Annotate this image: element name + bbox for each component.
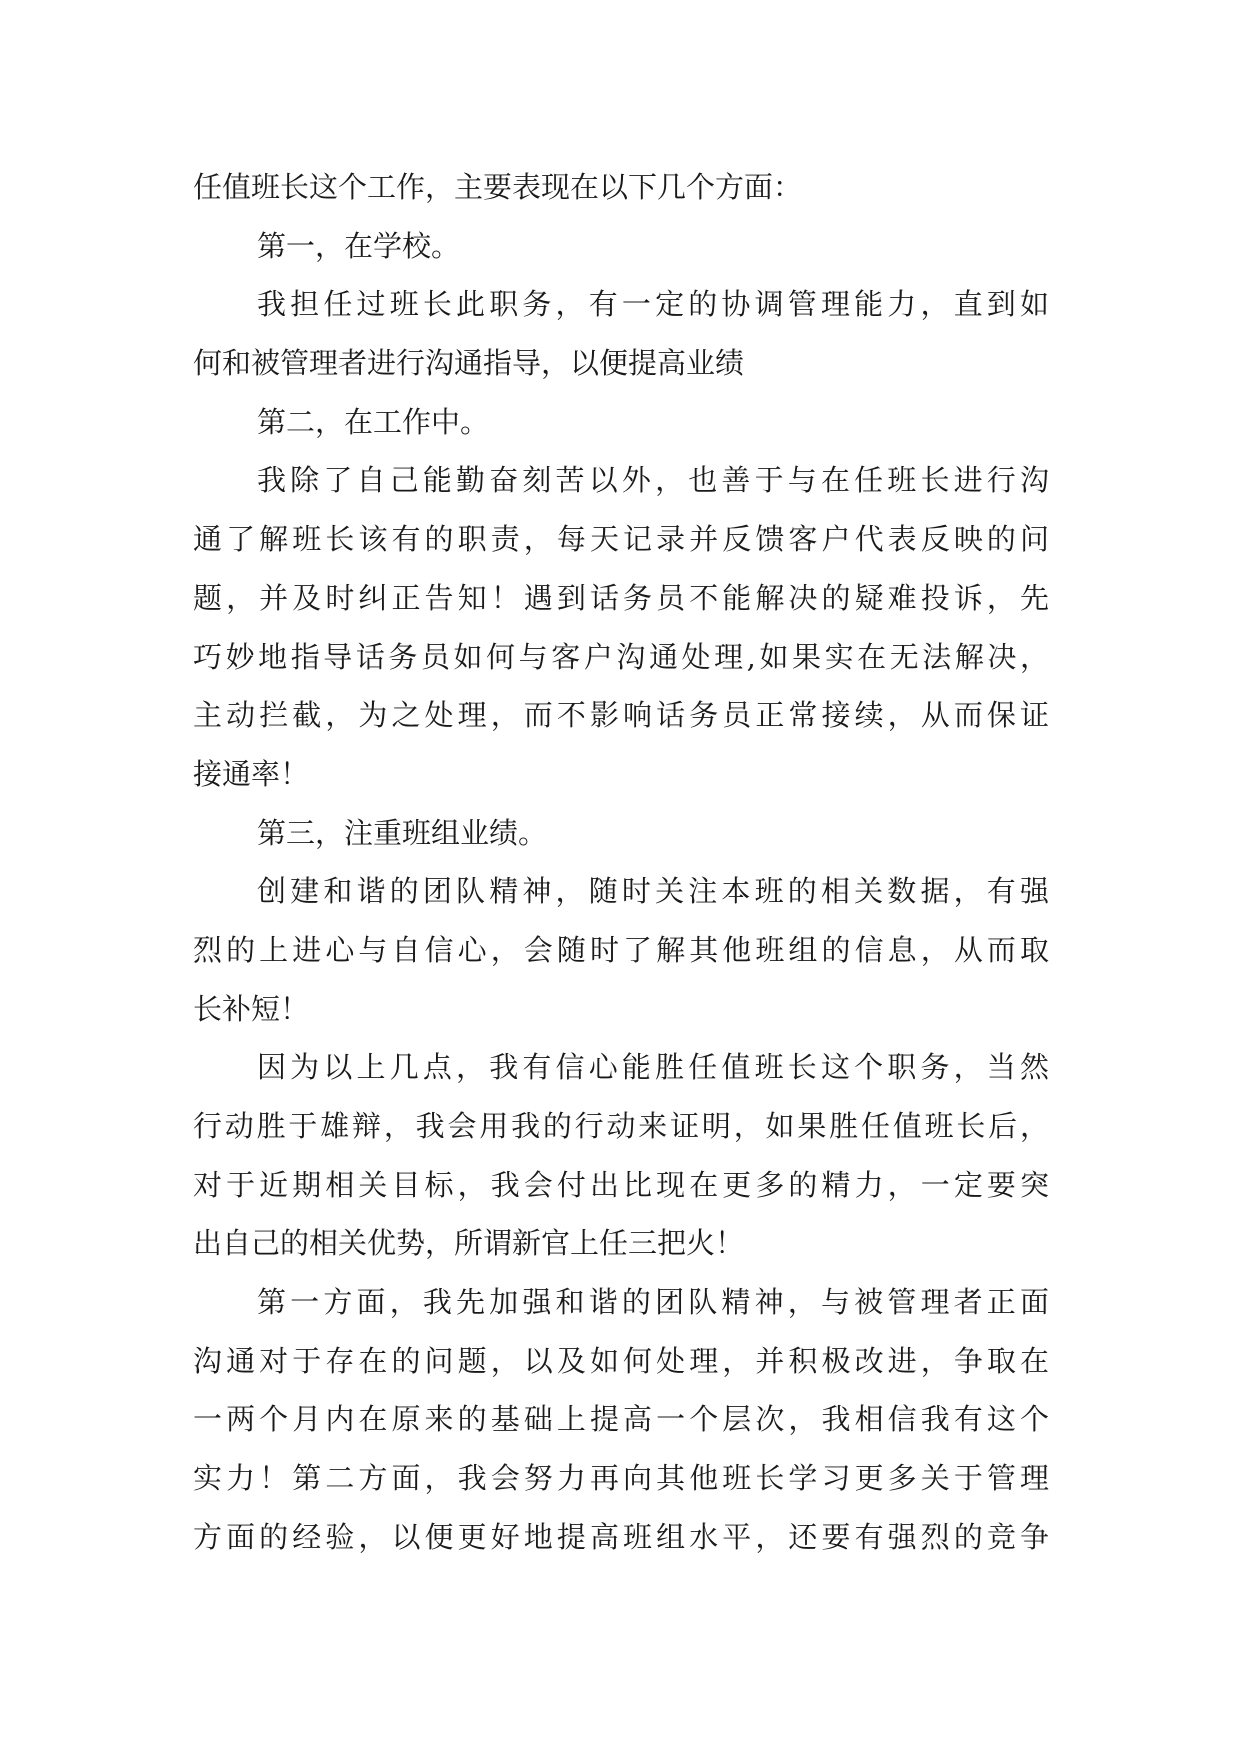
text-line: 因为以上几点，我有信心能胜任值班长这个职务，当然 [257, 1050, 1049, 1085]
text-line: 对于近期相关目标，我会付出比现在更多的精力，一定要突 [193, 1167, 1049, 1202]
text-line: 创建和谐的团队精神，随时关注本班的相关数据，有强 [257, 874, 1049, 909]
text-line: 烈的上进心与自信心，会随时了解其他班组的信息，从而取 [193, 932, 1049, 967]
text-line: 第一，在学校。 [257, 228, 461, 263]
text-line: 主动拦截，为之处理，而不影响话务员正常接续，从而保证 [193, 698, 1049, 733]
text-line: 接通率！ [193, 756, 310, 791]
text-line: 何和被管理者进行沟通指导，以便提高业绩 [193, 346, 745, 381]
text-line: 第二，在工作中。 [257, 404, 490, 439]
text-line: 第一方面，我先加强和谐的团队精神，与被管理者正面 [257, 1285, 1049, 1320]
text-line: 实力！第二方面，我会努力再向其他班长学习更多关于管理 [193, 1461, 1049, 1496]
text-line: 我担任过班长此职务，有一定的协调管理能力，直到如 [257, 287, 1049, 322]
text-line: 长补短！ [193, 991, 310, 1026]
document-body [193, 158, 1049, 1567]
text-line: 我除了自己能勤奋刻苦以外，也善于与在任班长进行沟 [257, 463, 1049, 498]
text-line: 题，并及时纠正告知！遇到话务员不能解决的疑难投诉，先 [193, 580, 1049, 615]
text-line: 第三，注重班组业绩。 [257, 815, 548, 850]
text-line: 方面的经验，以便更好地提高班组水平，还要有强烈的竞争 [193, 1519, 1049, 1554]
text-line: 一两个月内在原来的基础上提高一个层次，我相信我有这个 [193, 1402, 1049, 1437]
text-line: 任值班长这个工作，主要表现在以下几个方面： [193, 170, 803, 204]
text-line: 通了解班长该有的职责，每天记录并反馈客户代表反映的问 [193, 522, 1049, 557]
text-line: 行动胜于雄辩，我会用我的行动来证明，如果胜任值班长后， [193, 1109, 1049, 1143]
text-line: 巧妙地指导话务员如何与客户沟通处理,如果实在无法解决， [193, 639, 1049, 674]
text-line: 出自己的相关优势，所谓新官上任三把火！ [193, 1226, 745, 1261]
text-line: 沟通对于存在的问题，以及如何处理，并积极改进，争取在 [193, 1343, 1049, 1378]
